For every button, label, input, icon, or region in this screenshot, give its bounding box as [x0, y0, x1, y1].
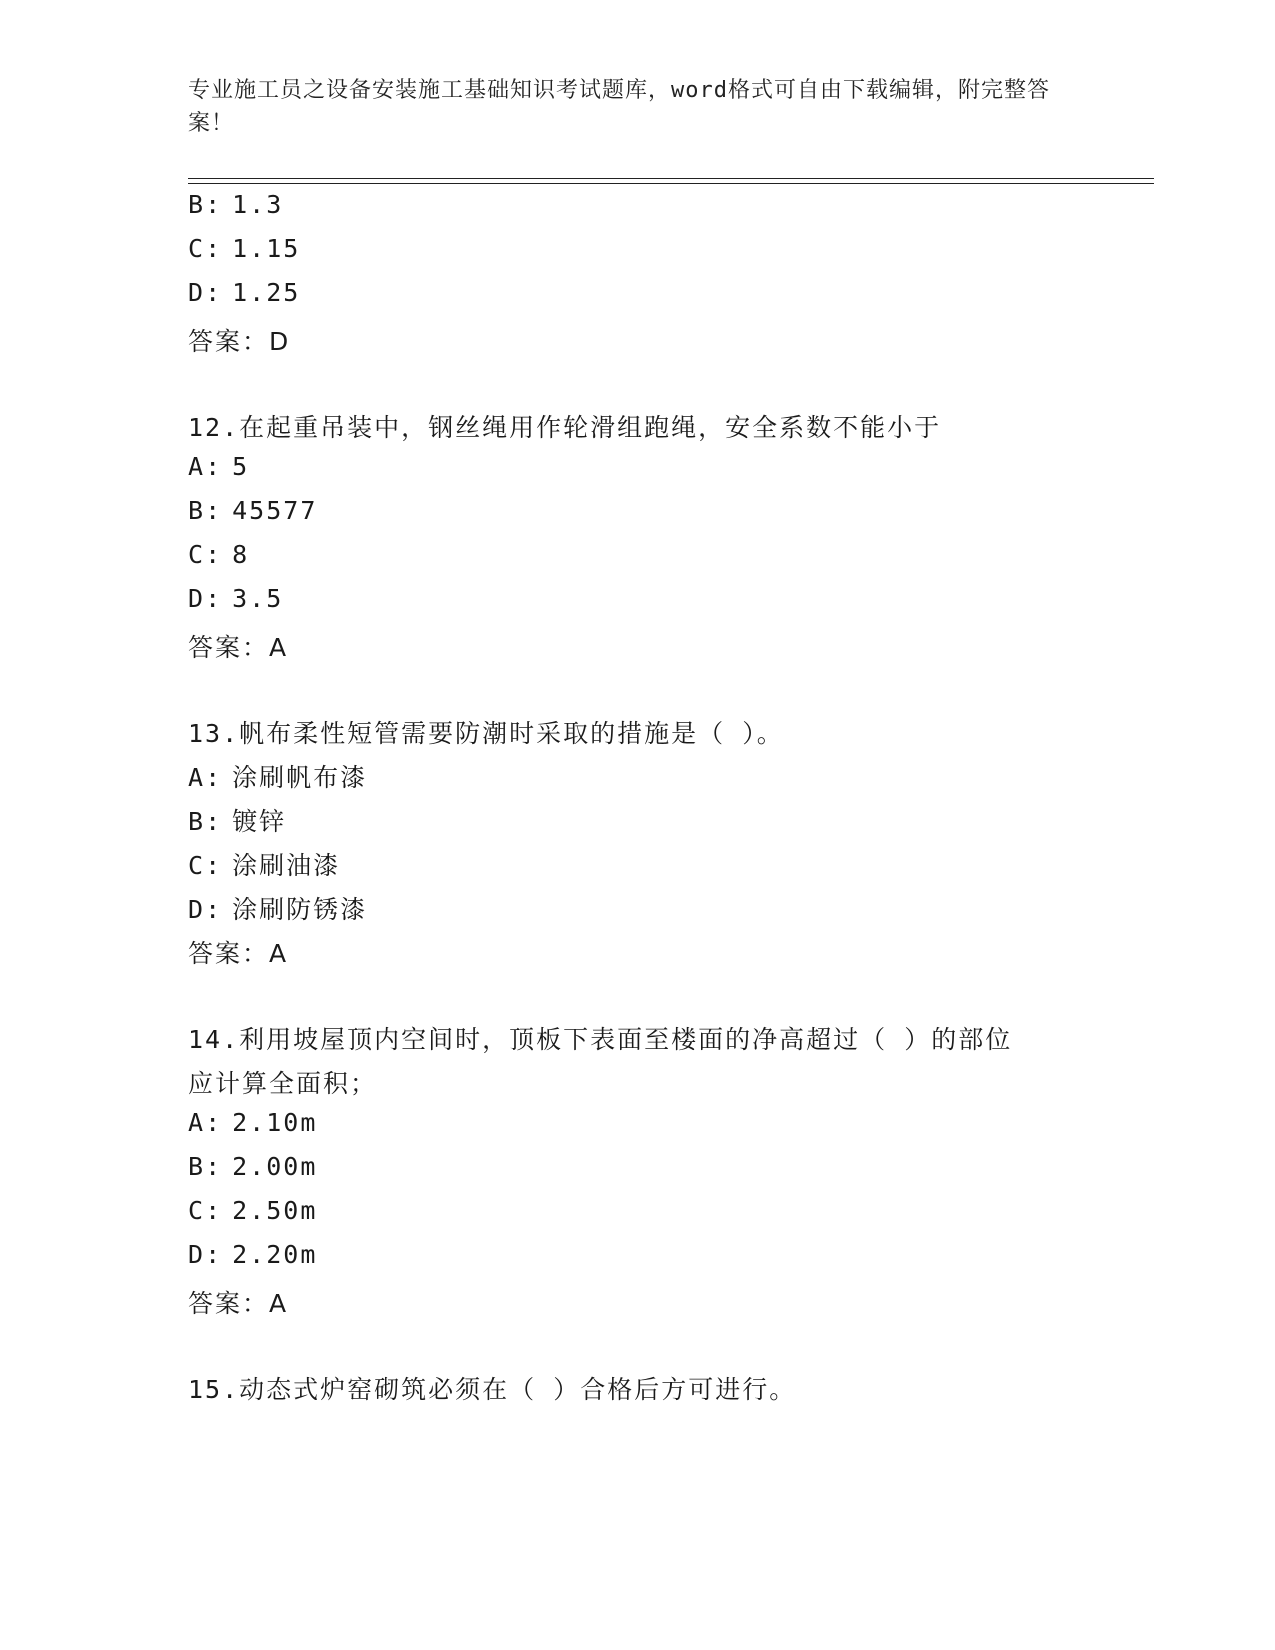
option-text: 涂刷油漆 — [232, 851, 341, 880]
option-a: A: 涂刷帆布漆 — [188, 763, 368, 792]
option-b: B: 1.3 — [188, 190, 284, 219]
option-d: D: 2.20m — [188, 1240, 318, 1269]
option-text: 2.50m — [232, 1196, 318, 1225]
header-divider-bottom — [188, 183, 1154, 184]
option-a: A: 5 — [188, 452, 250, 481]
header-divider-top — [188, 178, 1154, 179]
option-text: 涂刷防锈漆 — [232, 895, 368, 924]
option-text: 1.15 — [232, 234, 301, 263]
option-text: 45577 — [232, 496, 318, 525]
question-stem: 12.在起重吊装中，钢丝绳用作轮滑组跑绳，安全系数不能小于 — [188, 413, 942, 442]
option-d: D: 1.25 — [188, 278, 301, 307]
option-text: 2.00m — [232, 1152, 318, 1181]
option-text: 2.20m — [232, 1240, 318, 1269]
option-b: B: 镀锌 — [188, 807, 287, 836]
option-text: 镀锌 — [232, 807, 287, 836]
question-stem: 13.帆布柔性短管需要防潮时采取的措施是（ ）。 — [188, 719, 784, 748]
option-text: 8 — [232, 540, 250, 569]
question-stem: 14.利用坡屋顶内空间时，顶板下表面至楼面的净高超过（ ）的部位 — [188, 1025, 1013, 1054]
option-text: 3.5 — [232, 584, 284, 613]
option-b: B: 45577 — [188, 496, 318, 525]
option-text: 涂刷帆布漆 — [232, 763, 368, 792]
answer-value: A — [269, 633, 289, 662]
answer-line: 答案：A — [188, 633, 289, 662]
option-d: D: 涂刷防锈漆 — [188, 895, 368, 924]
question-stem: 15.动态式炉窑砌筑必须在（ ）合格后方可进行。 — [188, 1375, 797, 1404]
answer-value: A — [269, 1289, 289, 1318]
option-d: D: 3.5 — [188, 584, 284, 613]
answer-value: A — [269, 939, 289, 968]
option-a: A: 2.10m — [188, 1108, 318, 1137]
answer-line: 答案：D — [188, 327, 291, 356]
option-c: C: 1.15 — [188, 234, 301, 263]
page-header-title: 专业施工员之设备安装施工基础知识考试题库，word格式可自由下载编辑，附完整答案！ — [188, 78, 1050, 136]
option-c: C: 8 — [188, 540, 250, 569]
option-text: 2.10m — [232, 1108, 318, 1137]
option-b: B: 2.00m — [188, 1152, 318, 1181]
option-c: C: 2.50m — [188, 1196, 318, 1225]
question-stem-continued: 应计算全面积； — [188, 1069, 378, 1098]
option-text: 1.25 — [232, 278, 301, 307]
answer-value: D — [269, 327, 291, 356]
option-c: C: 涂刷油漆 — [188, 851, 341, 880]
answer-line: 答案：A — [188, 1289, 289, 1318]
option-text: 5 — [232, 452, 250, 481]
answer-line: 答案：A — [188, 939, 289, 968]
option-text: 1.3 — [232, 190, 284, 219]
